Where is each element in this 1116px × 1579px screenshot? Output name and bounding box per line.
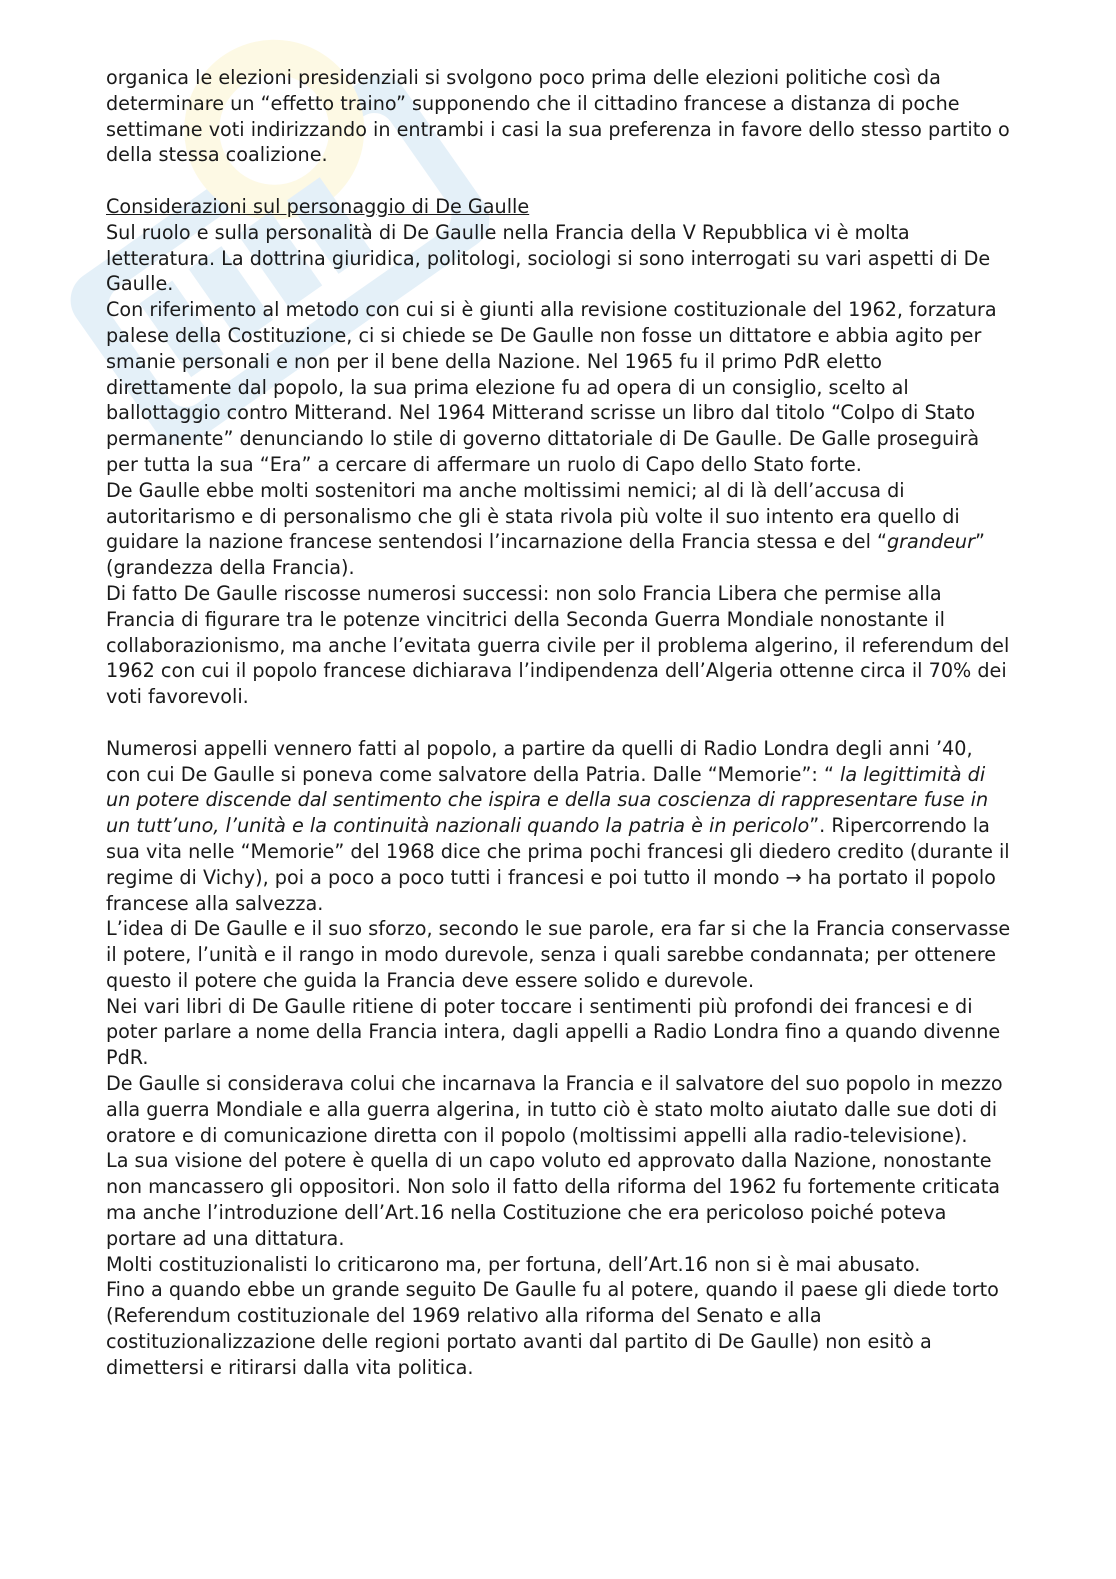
paragraph-spacer xyxy=(106,710,1011,736)
paragraph-9: La sua visione del potere è quella di un capo voluto ed approvato dalla Nazione, nonostante non mancassero gli oppositori. Non solo il fatto della riforma del 1962 fu fortemente criticata ma anche l’introduzione dell’Art.16 nella Costituzione che era pericoloso poiché poteva portare ad una dittatura. xyxy=(106,1149,1001,1250)
document-page xyxy=(106,65,1011,1381)
paragraph-3-italic: grandeur xyxy=(886,530,975,554)
paragraph-7: Nei vari libri di De Gaulle ritiene di poter toccare i sentimenti più profondi dei francesi e di poter parlare a nome della Francia intera, dagli appelli a Radio Londra fino a quando divenne PdR. xyxy=(106,994,1001,1070)
paragraph-3-text-b: ” (grandezza della Francia). xyxy=(106,530,985,580)
paragraph-5 xyxy=(106,736,1011,917)
paragraph-5-quote: la legittimità di un potere discende dal sentimento che ispira e della sua coscienza di rappresentare fuse in un tutt’uno, l’unità e la continuità nazionali quando la patria è in pericolo xyxy=(106,762,989,838)
paragraph-1: Sul ruolo e sulla personalità di De Gaulle nella Francia della V Repubblica vi è molta letteratura. La dottrina giuridica, politologi, sociologi si sono interrogati su vari aspetti di De Gaulle. xyxy=(106,220,991,296)
paragraph-intro: organica le elezioni presidenziali si svolgono poco prima delle elezioni politiche così da determinare un “effetto traino” supponendo che il cittadino francese a distanza di poche settimane voti indirizzando in entrambi i casi la sua preferenza in favore dello stesso partito o della stessa coalizione. xyxy=(106,66,1010,167)
paragraph-5-text-b: ”. Ripercorrendo la sua vita nelle “Memorie” del 1968 dice che prima pochi francesi gli diedero credito (durante il regime di Vichy), poi a poco a poco tutti i francesi e poi tutto il mondo xyxy=(106,814,1010,889)
paragraph-2: Con riferimento al metodo con cui si è giunti alla revisione costituzionale del 1962, forzatura palese della Costituzione, ci si chiede se De Gaulle non fosse un dittatore e abbia agito per smanie personali e non per il bene della Nazione. Nel 1965 fu il primo PdR eletto direttamente dal popolo, la sua prima elezione fu ad opera di un consiglio, scelto al ballottaggio contro Mitterand. Nel 1964 Mitterand scrisse un libro dal titolo “Colpo di Stato permanente” denunciando lo stile di governo dittatoriale di De Gaulle. De Galle proseguirà per tutta la sua “Era” a cercare di affermare un ruolo di Capo dello Stato forte. xyxy=(106,298,997,476)
paragraph-6: L’idea di De Gaulle e il suo sforzo, secondo le sue parole, era far si che la Francia conservasse il potere, l’unità e il rango in modo durevole, senza i quali sarebbe condannata; per ottenere questo il potere che guida la Francia deve essere solido e durevole. xyxy=(106,917,1011,992)
paragraph-11: Fino a quando ebbe un grande seguito De Gaulle fu al potere, quando il paese gli diede torto (Referendum costituzionale del 1969 relativo alla riforma del Senato e alla costituzionalizzazione delle regioni portato avanti dal partito di De Gaulle) non esitò a dimettersi e ritirarsi dalla vita politica. xyxy=(106,1278,999,1379)
paragraph-3-text-a: De Gaulle ebbe molti sostenitori ma anche moltissimi nemici; al di là dell’accusa di autoritarismo e di personalismo che gli è stata rivola più volte il suo intento era quello di guidare la nazione francese sentendosi l’incarnazione della Francia stessa e del “ xyxy=(106,478,960,554)
paragraph-10: Molti costituzionalisti lo criticarono ma, per fortuna, dell’Art.16 non si è mai abusato. xyxy=(106,1252,921,1276)
paragraph-3 xyxy=(106,478,1011,581)
arrow-icon: → xyxy=(785,865,802,889)
paragraph-5-text-c: ha portato il popolo francese alla salvezza. xyxy=(106,865,996,915)
paragraph-spacer xyxy=(106,168,1011,194)
section-heading: Considerazioni sul personaggio di De Gaulle xyxy=(106,194,530,218)
paragraph-4: Di fatto De Gaulle riscosse numerosi successi: non solo Francia Libera che permise alla Francia di figurare tra le potenze vincitrici della Seconda Guerra Mondiale nonostante il collaborazionismo, ma anche l’evitata guerra civile per il problema algerino, il referendum del 1962 con cui il popolo francese dichiarava l’indipendenza dell’Algeria ottenne circa il 70% dei voti favorevoli. xyxy=(106,581,1010,709)
paragraph-8: De Gaulle si considerava colui che incarnava la Francia e il salvatore del suo popolo in mezzo alla guerra Mondiale e alla guerra algerina, in tutto ciò è stato molto aiutato dalle sue doti di oratore e di comunicazione diretta con il popolo (moltissimi appelli alla radio-televisione). xyxy=(106,1072,1003,1147)
paragraph-5-text-a: Numerosi appelli vennero fatti al popolo, a partire da quelli di Radio Londra degli anni ’40, con cui De Gaulle si poneva come salvatore della Patria. Dalle “Memorie”: “ xyxy=(106,736,973,786)
